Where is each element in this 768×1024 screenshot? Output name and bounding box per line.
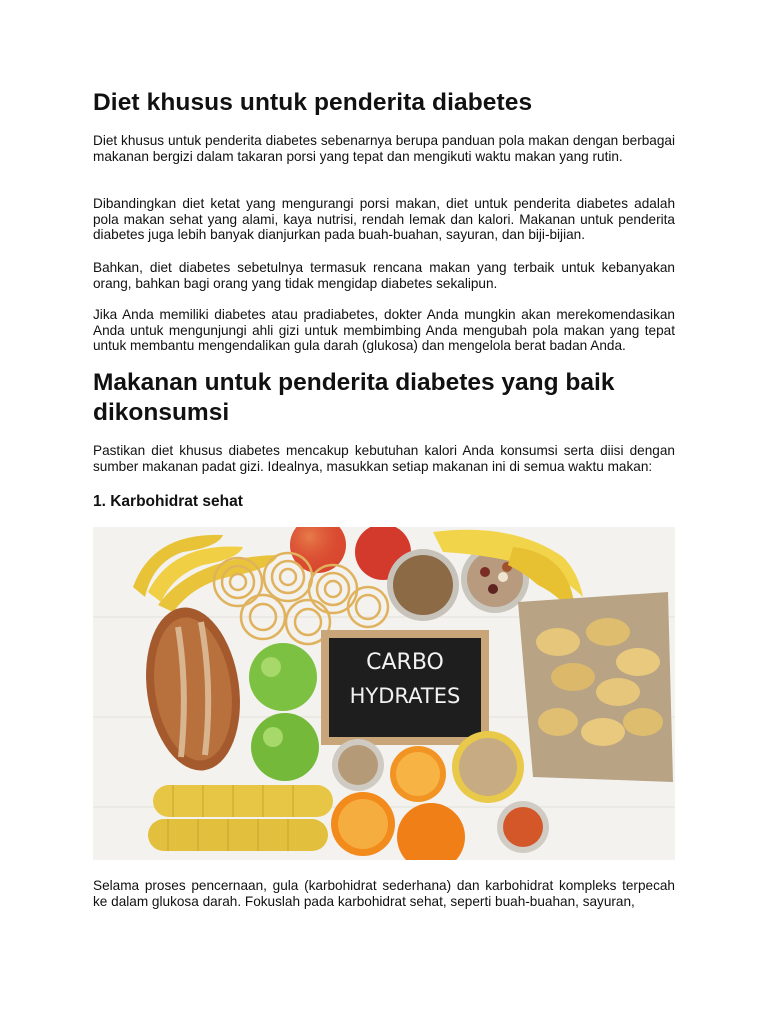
paragraph-2: Dibandingkan diet ketat yang mengurangi porsi makan, diet untuk penderita diabetes adalah pola makan sehat yang alami, kaya nutrisi, rendah lemak dan kalori. Makanan untuk penderita diabetes juga lebih banyak dianjurkan pada buah-buahan, sayuran, dan biji-bijian. [93,196,675,243]
potato-basket [518,592,673,782]
buckwheat-bowl [387,549,459,621]
paragraph-1: Diet khusus untuk penderita diabetes sebenarnya berupa panduan pola makan dengan berbagai makanan bergizi dalam takaran porsi yang tepat dan mengikuti waktu makan yang rutin. [93,133,675,164]
subheading-healthy-carbs: 1. Karbohidrat sehat [93,493,243,510]
section-title [93,368,693,428]
carbohydrates-photo [93,527,675,860]
chalkboard-text-1: CARBO [366,650,444,675]
chalkboard-text-2: HYDRATES [349,684,461,708]
paragraph-3: Bahkan, diet diabetes sebetulnya termasuk rencana makan yang terbaik untuk kebanyakan orang, bahkan bagi orang yang tidak mengidap diabetes sekalipun. [93,260,675,291]
apple-green [249,643,317,711]
section-title-line-1: Makanan untuk penderita diabetes yang baik [93,369,615,396]
paragraph-after-image: Selama proses pencernaan, gula (karbohidrat sederhana) dan karbohidrat kompleks terpecah ke dalam glukosa darah. Fokuslah pada karbohidrat sehat, seperti buah-buahan, sayuran, [93,878,675,909]
section-intro: Pastikan diet khusus diabetes mencakup kebutuhan kalori Anda konsumsi serta diisi dengan sumber makanan padat gizi. Idealnya, masukkan setiap makanan ini di semua waktu makan: [93,443,675,474]
paragraph-4: Jika Anda memiliki diabetes atau pradiabetes, dokter Anda mungkin akan merekomendasikan Anda untuk mengunjungi ahli gizi untuk membimbing Anda mengubah pola makan yang tepat untuk membantu mengendalikan gula darah (glukosa) dan mengelola berat badan Anda. [93,307,675,354]
page-title: Diet khusus untuk penderita diabetes [93,89,533,116]
apple-green [251,713,319,781]
section-title-line-2: dikonsumsi [93,399,230,426]
chalkboard [321,630,489,745]
